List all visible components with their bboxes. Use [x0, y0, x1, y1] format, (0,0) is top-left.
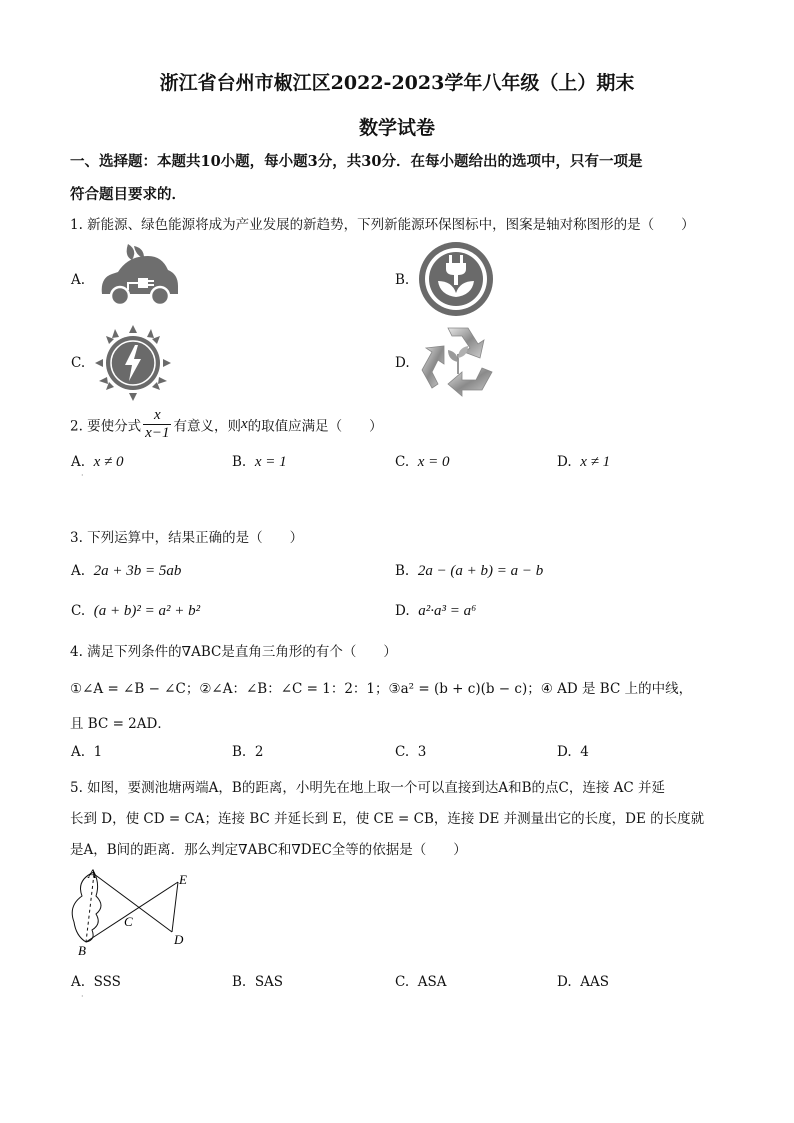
option-text: AAS — [580, 974, 609, 990]
recycle-plant-icon — [418, 322, 498, 398]
option-text: x = 0 — [417, 454, 450, 470]
q1-option-a-label: A. — [71, 272, 86, 288]
question-2-stem — [70, 407, 383, 442]
question-5-stem: 5. 如图，要测池塘两端A，B的距离，小明先在地上取一个可以直接到达A和B的点C，连接 AC 并延 — [70, 780, 666, 796]
option-text: 2 — [254, 744, 264, 760]
q4-option-d — [557, 744, 589, 760]
pond-outline — [72, 872, 101, 942]
q2-stem-mid: 有意义，则 — [173, 418, 241, 435]
option-label: C. — [71, 603, 86, 619]
q2-stem-pre: 2. 要使分式 — [70, 418, 142, 435]
option-text: 3 — [417, 744, 427, 760]
q2-stem-var: x — [240, 416, 248, 432]
option-text: x ≠ 1 — [580, 454, 611, 470]
question-4-conditions-cont: 且 BC = 2AD． — [70, 716, 171, 732]
option-text: 4 — [580, 744, 589, 760]
q3-option-b — [395, 563, 543, 580]
q2-option-c — [395, 454, 450, 471]
option-text: SAS — [254, 974, 284, 990]
q2-fraction — [143, 407, 171, 442]
q5-option-d — [557, 974, 609, 990]
q3-option-c — [71, 603, 200, 620]
q1-option-d-label: D. — [395, 355, 410, 371]
segment-ad — [94, 874, 172, 932]
option-label: D. — [557, 454, 572, 470]
label-c: C — [124, 914, 133, 929]
q2-frac-denominator: x−1 — [145, 425, 170, 441]
option-label: B. — [232, 454, 247, 470]
q4-option-a — [71, 744, 102, 760]
option-label: D. — [395, 603, 410, 619]
option-label: C. — [395, 974, 410, 990]
option-label: A. — [71, 744, 86, 760]
question-3-stem: 3. 下列运算中，结果正确的是（ ） — [70, 530, 304, 546]
stray-dot: · — [81, 992, 84, 1001]
q5-option-a — [71, 974, 121, 990]
option-label: B. — [232, 744, 247, 760]
label-e: E — [179, 872, 187, 887]
option-label: B. — [232, 974, 247, 990]
option-text: x ≠ 0 — [93, 454, 124, 470]
option-text: 2a + 3b = 5ab — [93, 563, 182, 579]
q1-option-c-label: C. — [71, 355, 86, 371]
option-label: D. — [557, 974, 572, 990]
question-4-stem: 4. 满足下列条件的∇ABC是直角三角形的有个（ ） — [70, 644, 397, 660]
option-label: A. — [71, 974, 86, 990]
section-heading: 一、选择题：本题共10小题，每小题3分，共30分．在每小题给出的选项中，只有一项是 — [70, 153, 643, 170]
q4-option-c — [395, 744, 426, 760]
question-5-stem-cont2: 是A，B间的距离．那么判定∇ABC和∇DEC全等的依据是（ ） — [70, 842, 467, 858]
q2-stem-post: 的取值应满足（ ） — [247, 418, 383, 435]
option-label: A. — [71, 454, 86, 470]
section-heading-cont: 符合题目要求的． — [70, 186, 186, 203]
q3-option-a — [71, 563, 181, 580]
q2-option-a — [71, 454, 124, 471]
q2-option-d — [557, 454, 610, 471]
q2-frac-numerator: x — [143, 407, 171, 425]
q4-option-b — [232, 744, 263, 760]
option-label: C. — [395, 454, 410, 470]
q5-option-c — [395, 974, 446, 990]
plug-plant-icon — [418, 241, 494, 317]
option-label: C. — [395, 744, 410, 760]
option-text: x = 1 — [254, 454, 287, 470]
label-a: A — [88, 866, 96, 881]
segment-ed — [172, 882, 178, 932]
option-text: (a + b)² = a² + b² — [93, 603, 201, 619]
page-title: 浙江省台州市椒江区2022-2023学年八年级（上）期末 — [159, 72, 635, 94]
q2-option-b — [232, 454, 287, 471]
question-5-stem-cont: 长到 D，使 CD = CA；连接 BC 并延长到 E，使 CE = CB，连接 DE 并测量出它的长度，DE 的长度就 — [70, 811, 705, 827]
option-label: B. — [395, 563, 410, 579]
option-label: D. — [557, 744, 572, 760]
label-d: D — [174, 932, 184, 947]
q5-option-b — [232, 974, 283, 990]
option-label: A. — [71, 563, 86, 579]
solar-lightning-icon — [95, 325, 171, 401]
q1-option-b-label: B. — [395, 272, 410, 288]
question-4-conditions: ①∠A = ∠B − ∠C；②∠A：∠B：∠C = 1：2：1；③a² = (b + c)(b − c)；④ AD 是 BC 上的中线， — [70, 681, 693, 697]
segment-be — [86, 882, 178, 942]
option-text: 1 — [93, 744, 103, 760]
page-subtitle: 数学试卷 — [358, 117, 435, 139]
electric-car-icon — [98, 242, 180, 308]
q3-option-d — [395, 603, 476, 620]
option-text: SSS — [93, 974, 121, 990]
label-b: B — [78, 943, 86, 958]
question-1-stem: 1. 新能源、绿色能源将成为产业发展的新趋势，下列新能源环保图标中，图案是轴对称图形的是（ ） — [70, 217, 695, 233]
option-text: 2a − (a + b) = a − b — [417, 563, 544, 579]
option-text: ASA — [417, 974, 447, 990]
pond-triangle-figure — [66, 866, 196, 958]
option-text: a²·a³ = a⁶ — [418, 603, 477, 619]
stray-dot: · — [81, 471, 84, 480]
